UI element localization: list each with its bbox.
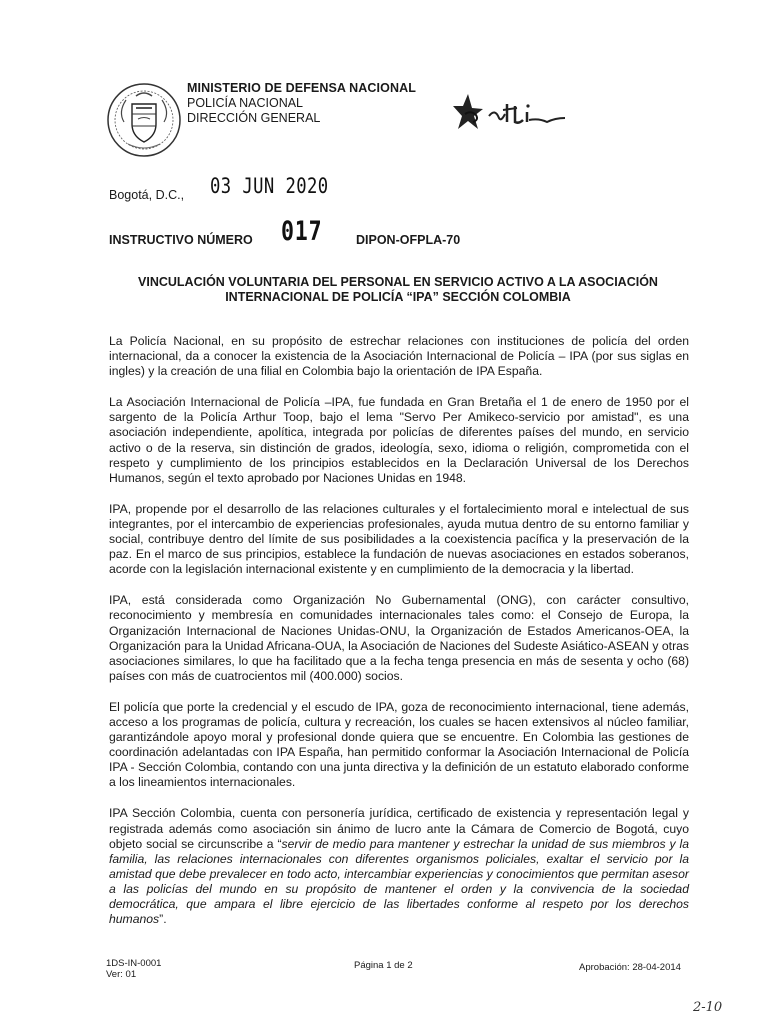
paragraph-1: La Policía Nacional, en su propósito de estrechar relaciones con instituciones de policía del orden internacional, da a conocer la existencia de la Asociación Internacional de Policía – IPA (por sus siglas en ingles) y la creación de una filial en Colombia bajo la orientación de IPA España.	[109, 334, 689, 379]
issue-date: 03 JUN 2020	[210, 174, 329, 198]
paragraph-3: IPA, propende por el desarrollo de las relaciones culturales y el fortalecimiento moral e intelectual de sus integrantes, por el intercambio de experiencias profesionales, ayuda mutua dentro de su entorno familiar y social, contribuye dentro del límite de sus posibilidades a la coexistencia pacífica y la preservación de la paz. En el marco de sus principios, establece la fundación de nuevas asociaciones en estados soberanos, acorde con la legislación internacional existente y en cumplimiento de la democracia y la libertad.	[109, 501, 689, 577]
national-police-seal-icon	[106, 82, 182, 158]
paragraph-6-start: IPA Sección Colombia, cuenta con personería jurídica, certificado de existencia y representación legal y registrada además como asociación sin ánimo de lucro ante la Cámara de Comercio de Bogotá, cuyo objeto social se circunscribe a “	[109, 806, 689, 851]
ministry-name: MINISTERIO DE DEFENSA NACIONAL	[187, 81, 416, 95]
paragraph-2: La Asociación Internacional de Policía –IPA, fue fundada en Gran Bretaña el 1 de enero de 1950 por el sargento de la Policía Arthur Toop, bajo el lema "Servo Per Amikeco-servicio por amistad", es una asociación independiente, apolítica, integrada por policías de diferentes países del mundo, en servicio activo o de la reserva, sin distinción de grados, ideología, sexo, idioma o religión, comprometida con el respeto y cumplimiento de los principios establecidos en la Declaración Universal de los Derechos Humanos, según el texto aprobado por Naciones Unidas en 1948.	[109, 395, 689, 485]
document-body	[109, 334, 689, 927]
issuing-organization	[187, 81, 416, 126]
paragraph-6-quote: servir de medio para mantener y estrechar la unidad de sus miembros y la familia, las relaciones internacionales con diferentes organismos policiales, exaltar el servicio por la amistad que debe prevalecer en todo acto, intercambiar experiencias y conocimientos que permitan asesor a las policías del mundo en su propósito de mantener el orden y la convivencia de la sociedad democrática, que ampara el libre ejercicio de las libertades conforme al respeto por los derechos humanos	[109, 836, 689, 927]
approval-date: Aprobación: 28-04-2014	[579, 962, 681, 973]
form-version: Ver: 01	[106, 969, 137, 980]
paragraph-6	[109, 806, 689, 927]
handwritten-page-mark: 2-10	[693, 1000, 723, 1015]
paragraph-4: IPA, está considerada como Organización No Gubernamental (ONG), con carácter consultivo, reconocimiento y membresía en comunidades internacionales tales como: el Consejo de Europa, la Organización Internacional de Naciones Unidas-ONU, la Organización de Estados Americanos-OEA, la Organización para la Unidad Africana-OUA, la Asociación de Naciones del Sudeste Asiático-ASEAN y otras asociaciones similares, lo que ha facilitado que a la fecha tenga presencia en más de sesenta y ocho (68) países con más de cuatrocientos mil (400.000) socios.	[109, 593, 689, 683]
document-title	[109, 275, 687, 305]
footer-document-code	[106, 958, 161, 980]
city: Bogotá, D.C.,	[109, 188, 185, 202]
instruction-code: DIPON-OFPLA-70	[356, 233, 461, 247]
paragraph-6-end: ”.	[159, 912, 167, 927]
instruction-number: 017	[281, 216, 323, 247]
handwritten-signature-icon	[443, 84, 573, 144]
title-line-2: INTERNACIONAL DE POLICÍA “IPA” SECCIÓN COLOMBIA	[225, 290, 571, 304]
form-code: 1DS-IN-0001	[106, 958, 162, 969]
police-name: POLICÍA NACIONAL	[187, 96, 304, 110]
directorate-name: DIRECCIÓN GENERAL	[187, 111, 321, 125]
paragraph-5: El policía que porte la credencial y el escudo de IPA, goza de reconocimiento internacional, tiene además, acceso a los programas de policía, cultura y recreación, los cuales se hacen extensivos al núcleo familiar, garantizándole apoyo moral y profesional donde quiera que se encuentre. En Colombia las gestiones de coordinación adelantadas con IPA España, han permitido conformar la Asociación Internacional de Policía IPA - Sección Colombia, contando con una junta directiva y la definición de un estatuto elaborado conforme a los lineamientos internacionales.	[109, 699, 689, 790]
page-number: Página 1 de 2	[354, 960, 413, 971]
instruction-label: INSTRUCTIVO NÚMERO	[109, 233, 253, 247]
title-line-1: VINCULACIÓN VOLUNTARIA DEL PERSONAL EN SERVICIO ACTIVO A LA ASOCIACIÓN	[138, 275, 658, 289]
